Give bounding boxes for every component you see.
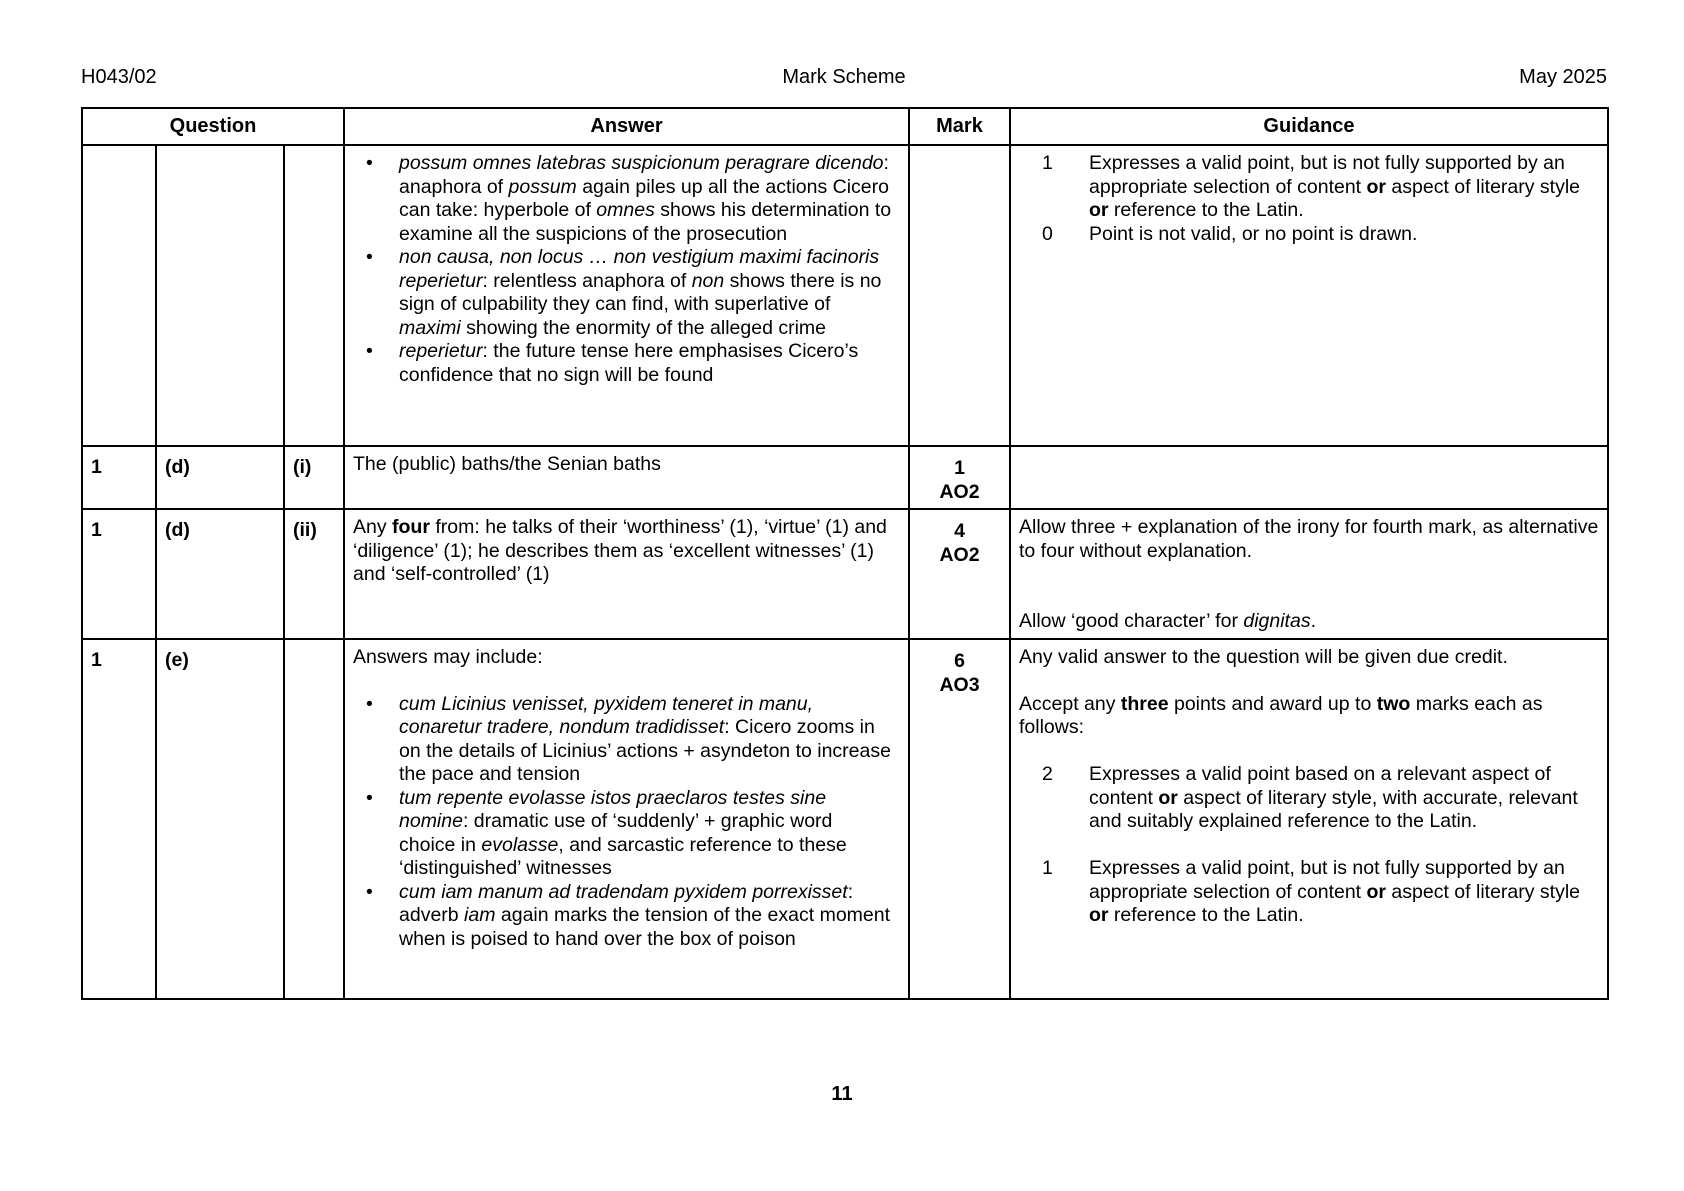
- numbered-item: [1019, 857, 1599, 928]
- text-segment: Expresses a valid point based on a relevant aspect of content: [1089, 763, 1551, 809]
- item-text: [1089, 223, 1581, 247]
- bullet-icon: •: [366, 880, 373, 903]
- question-number: 1: [82, 446, 156, 509]
- item-number: 2: [1042, 763, 1053, 785]
- item-number: 1: [1042, 857, 1053, 879]
- text-segment: aspect of literary style: [1386, 880, 1581, 903]
- bullet-item: [353, 246, 900, 340]
- question-subpart: [284, 145, 344, 446]
- text-segment: Allow three + explanation of the irony for fourth mark, as alternative to four without explanation.: [1019, 516, 1599, 562]
- text-segment: evolasse: [481, 833, 559, 856]
- paragraph: [353, 646, 900, 670]
- text-segment: Allow ‘good character’ for: [1019, 610, 1244, 632]
- text-segment: reperietur: [399, 340, 483, 362]
- answer-cell: [344, 509, 909, 639]
- text-segment: .: [1310, 610, 1316, 632]
- text-segment: reference to the Latin.: [1108, 199, 1304, 221]
- text-segment: Point is not valid, or no point is drawn.: [1089, 222, 1418, 245]
- paragraph: [1019, 646, 1599, 670]
- bullet-item: [353, 340, 900, 387]
- text-segment: again piles up all the actions Cicero can take: hyperbole of: [399, 175, 889, 221]
- table-row: [82, 446, 1608, 509]
- mark-cell: [909, 639, 1010, 999]
- question-part: (d): [156, 509, 284, 639]
- text-segment: tum repente evolasse istos praeclaros testes sine nomine: [399, 786, 827, 832]
- text-segment: dignitas: [1243, 610, 1311, 632]
- question-part: (d): [156, 446, 284, 509]
- question-subpart: (ii): [284, 509, 344, 639]
- text-segment: showing the enormity of the alleged crime: [460, 316, 827, 339]
- text-segment: : anaphora of: [399, 152, 889, 198]
- bullet-item: [353, 693, 900, 787]
- numbered-item: [1019, 763, 1599, 834]
- text-segment: or: [1158, 786, 1178, 809]
- text-segment: Expresses a valid point, but is not fully supported by an appropriate selection of content: [1089, 857, 1565, 903]
- text-segment: : dramatic use of ‘suddenly’ + graphic word choice in: [399, 810, 833, 856]
- text-segment: Answers may include:: [353, 645, 543, 668]
- text-segment: marks each as follows:: [1019, 692, 1543, 738]
- paragraph: [353, 516, 900, 587]
- text-segment: or: [1089, 199, 1109, 221]
- text-segment: reference to the Latin.: [1108, 904, 1304, 926]
- guidance-cell: [1010, 145, 1608, 446]
- text-segment: non: [691, 269, 725, 292]
- numbered-item: [1019, 152, 1599, 223]
- text-segment: shows there is no sign of culpability they can find, with superlative of: [399, 269, 882, 315]
- question-number: 1: [82, 509, 156, 639]
- paragraph: [1019, 516, 1599, 563]
- question-subpart: (i): [284, 446, 344, 509]
- bullet-icon: •: [366, 246, 373, 268]
- question-number: [82, 145, 156, 446]
- guidance-cell: [1010, 446, 1608, 509]
- text-segment: cum Licinius venisset, pyxidem teneret in manu, conaretur tradere, nondum tradidisset: [399, 692, 814, 738]
- text-segment: possum: [508, 175, 577, 198]
- blank-line: [1019, 587, 1599, 611]
- mark-value: 4: [954, 520, 965, 542]
- mark-value: 6: [954, 649, 965, 672]
- answer-column-header: Answer: [344, 108, 909, 145]
- text-segment: Any: [353, 516, 393, 538]
- question-subpart: [284, 639, 344, 999]
- text-segment: or: [1366, 175, 1387, 198]
- text-segment: : adverb: [399, 880, 854, 926]
- text-segment: two: [1376, 692, 1411, 715]
- page-number: 11: [831, 1083, 853, 1105]
- text-segment: shows his determination to examine all the suspicions of the prosecution: [399, 199, 892, 245]
- table-row: [82, 639, 1608, 999]
- text-segment: or: [1366, 880, 1387, 903]
- item-text: [1089, 763, 1581, 834]
- text-segment: Expresses a valid point, but is not fully supported by an appropriate selection of content: [1089, 152, 1565, 198]
- item-text: [1089, 857, 1581, 928]
- text-segment: aspect of literary style: [1386, 175, 1581, 198]
- mark-scheme-table: [81, 107, 1609, 1000]
- mark-ao: AO3: [939, 673, 980, 696]
- bullet-text: [399, 881, 900, 952]
- text-segment: from: he talks of their ‘worthiness’ (1), ‘virtue’ (1) and ‘diligence’ (1); he describes them as ‘excellent witnesses’ (1) and ‘self-controlled’ (1): [353, 516, 887, 585]
- blank-line: [1019, 834, 1599, 858]
- guidance-cell: [1010, 639, 1608, 999]
- text-segment: possum omnes latebras suspicionum peragrare dicendo: [399, 152, 884, 174]
- blank-line: [353, 669, 900, 693]
- text-segment: aspect of literary style, with accurate, relevant and suitably explained reference to the Latin.: [1089, 786, 1578, 832]
- table-row: [82, 509, 1608, 639]
- paragraph: [1019, 693, 1599, 740]
- mark-cell: [909, 509, 1010, 639]
- paragraph: [1019, 610, 1599, 634]
- text-segment: four: [392, 516, 430, 538]
- text-segment: , and sarcastic reference to these ‘distinguished’ witnesses: [399, 833, 847, 879]
- bullet-icon: •: [366, 692, 373, 715]
- text-segment: cum iam manum ad tradendam pyxidem porrexisset: [399, 880, 848, 903]
- text-segment: The (public) baths/the Senian baths: [353, 453, 661, 475]
- doc-date: May 2025: [1519, 66, 1607, 88]
- question-part: (e): [156, 639, 284, 999]
- text-segment: or: [1089, 904, 1109, 926]
- blank-line: [1019, 740, 1599, 764]
- text-segment: : the future tense here emphasises Cicero’s confidence that no sign will be found: [399, 340, 859, 386]
- text-segment: Accept any: [1019, 692, 1121, 715]
- item-number: 0: [1042, 222, 1053, 245]
- guidance-cell: [1010, 509, 1608, 639]
- text-segment: Any valid answer to the question will be given due credit.: [1019, 645, 1508, 668]
- mark-ao: AO2: [939, 544, 980, 566]
- bullet-text: [399, 152, 900, 246]
- text-segment: iam: [464, 904, 496, 926]
- text-segment: : relentless anaphora of: [482, 269, 692, 292]
- table-row: [82, 145, 1608, 446]
- mark-cell: [909, 145, 1010, 446]
- text-segment: points and award up to: [1168, 692, 1377, 715]
- text-segment: three: [1120, 692, 1169, 715]
- bullet-icon: •: [366, 786, 373, 809]
- answer-cell: [344, 145, 909, 446]
- item-text: [1089, 152, 1581, 223]
- paragraph: [353, 453, 900, 477]
- mark-cell: [909, 446, 1010, 509]
- question-part: [156, 145, 284, 446]
- text-segment: : Cicero zooms in on the details of Licinius’ actions + asyndeton to increase the pace and tension: [399, 716, 891, 785]
- question-column-header: Question: [82, 108, 344, 145]
- text-segment: maximi: [399, 316, 461, 339]
- text-segment: again marks the tension of the exact moment when is poised to hand over the box of poison: [399, 904, 891, 950]
- answer-cell: [344, 446, 909, 509]
- bullet-item: [353, 152, 900, 246]
- mark-ao: AO2: [939, 481, 980, 503]
- answer-cell: [344, 639, 909, 999]
- numbered-item: [1019, 223, 1599, 247]
- doc-title: Mark Scheme: [782, 66, 906, 88]
- bullet-text: [399, 787, 900, 881]
- bullet-text: [399, 340, 900, 387]
- document-header: [81, 66, 1607, 92]
- text-segment: non causa, non locus … non vestigium maximi facinoris reperietur: [399, 246, 880, 292]
- bullet-icon: •: [366, 340, 373, 362]
- item-number: 1: [1042, 152, 1053, 174]
- question-number: 1: [82, 639, 156, 999]
- mark-column-header: Mark: [909, 108, 1010, 145]
- bullet-icon: •: [366, 152, 373, 174]
- bullet-text: [399, 246, 900, 340]
- mark-value: 1: [954, 457, 965, 479]
- doc-code: H043/02: [81, 66, 157, 88]
- blank-line: [1019, 669, 1599, 693]
- table-header-row: [82, 108, 1608, 145]
- guidance-column-header: Guidance: [1010, 108, 1608, 145]
- bullet-text: [399, 693, 900, 787]
- bullet-item: [353, 881, 900, 952]
- bullet-item: [353, 787, 900, 881]
- text-segment: omnes: [596, 199, 655, 221]
- blank-line: [1019, 563, 1599, 587]
